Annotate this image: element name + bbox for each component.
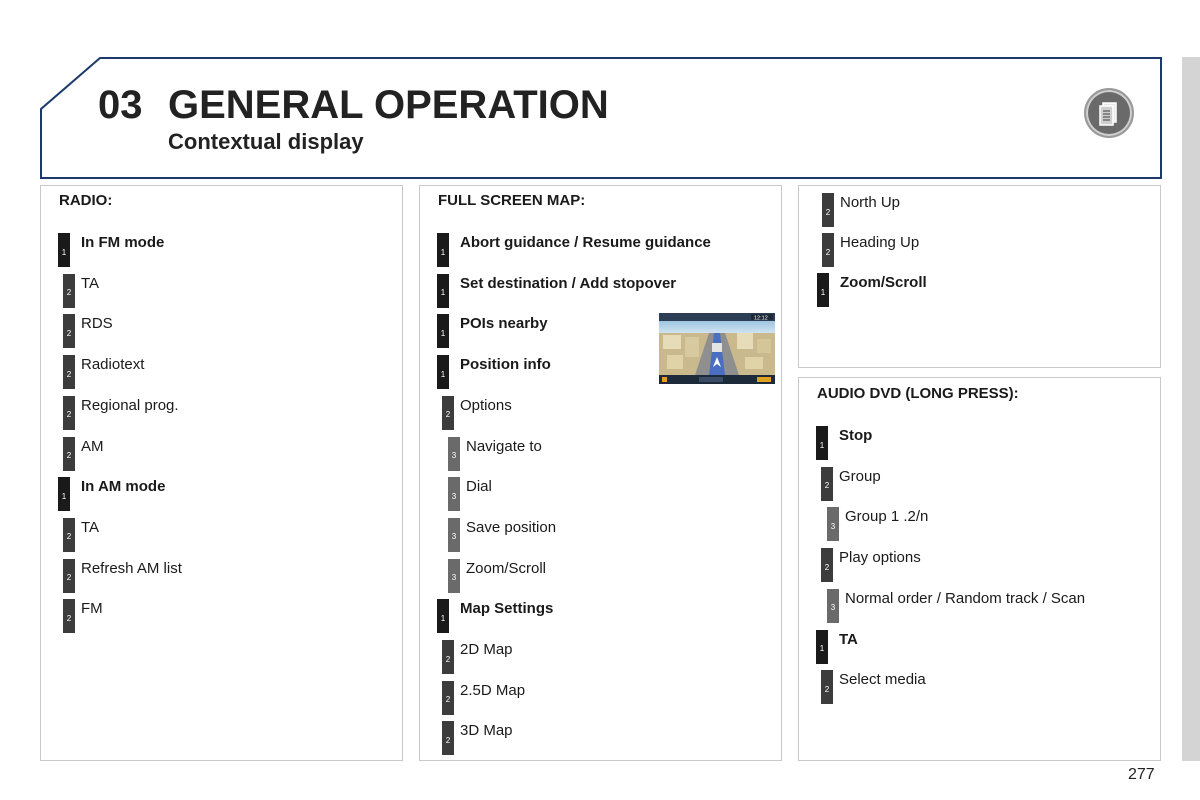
menu-item-label: POIs nearby [460, 315, 548, 333]
menu-item-label: Refresh AM list [81, 559, 182, 577]
menu-item-label: TA [839, 630, 858, 648]
menu-item [437, 437, 767, 473]
menu-level-badge: 1 [437, 599, 449, 633]
menu-level-badge: 2 [442, 396, 454, 430]
menu-item-label: Options [460, 396, 512, 414]
menu-level-badge: 2 [63, 599, 75, 633]
menu-item [816, 507, 1146, 543]
menu-item-label: FM [81, 600, 103, 618]
menu-item [437, 599, 767, 635]
menu-level-badge: 2 [63, 355, 75, 389]
menu-item-label: Radiotext [81, 356, 145, 374]
menu-item [58, 518, 388, 554]
menu-item [816, 426, 1146, 462]
menu-level-badge: 3 [448, 518, 460, 552]
menu-item-label: Navigate to [466, 437, 542, 455]
menu-item [58, 477, 388, 513]
radio-panel-title: RADIO: [59, 192, 113, 209]
menu-item [817, 273, 1147, 309]
chapter-header [40, 57, 1162, 180]
radio-panel [40, 185, 403, 761]
menu-item [437, 681, 767, 717]
chapter-subtitle: Contextual display [168, 129, 364, 154]
menu-level-badge: 2 [63, 274, 75, 308]
menu-item-label: RDS [81, 315, 113, 333]
menu-level-badge: 2 [63, 396, 75, 430]
menu-level-badge: 2 [822, 193, 834, 227]
menu-level-badge: 3 [827, 507, 839, 541]
menu-level-badge: 1 [437, 233, 449, 267]
menu-item-label: Regional prog. [81, 396, 179, 414]
menu-item [817, 193, 1147, 229]
menu-level-badge: 2 [63, 314, 75, 348]
menu-level-badge: 2 [821, 467, 833, 501]
menu-item [58, 274, 388, 310]
menu-item-label: Abort guidance / Resume guidance [460, 234, 711, 251]
menu-item [816, 467, 1146, 503]
menu-item [437, 233, 767, 269]
menu-item-label: Set destination / Add stopover [460, 274, 677, 292]
menu-level-badge: 2 [442, 640, 454, 674]
menu-item-label: Zoom/Scroll [840, 274, 927, 291]
menu-level-badge: 2 [63, 518, 75, 552]
menu-level-badge: 2 [821, 548, 833, 582]
menu-level-badge: 1 [437, 314, 449, 348]
menu-level-badge: 3 [448, 477, 460, 511]
menu-item-label: TA [81, 518, 100, 536]
menu-item-label: Dial [466, 478, 492, 496]
menu-item-label: Play options [839, 549, 921, 567]
manual-book-icon [1084, 88, 1134, 138]
menu-item-label: Position info [460, 356, 551, 374]
menu-item [437, 559, 767, 595]
menu-item [58, 396, 388, 432]
menu-item-label: TA [81, 274, 100, 292]
menu-level-badge: 2 [63, 559, 75, 593]
chapter-title: GENERAL OPERATION [168, 83, 609, 127]
menu-level-badge: 1 [437, 355, 449, 389]
menu-level-badge: 1 [817, 273, 829, 307]
menu-item-label: Group 1 .2/n [845, 508, 929, 526]
menu-level-badge: 3 [827, 589, 839, 623]
menu-item [58, 437, 388, 473]
menu-item [816, 548, 1146, 584]
menu-item [58, 355, 388, 391]
menu-item-label: Normal order / Random track / Scan [845, 589, 1086, 607]
menu-level-badge: 1 [58, 233, 70, 267]
menu-level-badge: 1 [816, 630, 828, 664]
menu-item [437, 518, 767, 554]
menu-item [437, 274, 767, 310]
menu-item-label: North Up [840, 194, 901, 211]
side-tab-bar [1182, 57, 1200, 761]
menu-level-badge: 2 [442, 721, 454, 755]
menu-item-label: Select media [839, 671, 926, 689]
menu-item [437, 640, 767, 676]
menu-level-badge: 2 [822, 233, 834, 267]
audio-dvd-panel-title: AUDIO DVD (LONG PRESS): [817, 385, 1019, 402]
menu-level-badge: 2 [63, 437, 75, 471]
menu-item-label: Save position [466, 518, 557, 536]
menu-item [437, 396, 767, 432]
menu-item-label: Group [839, 467, 881, 485]
page-number: 277 [1128, 766, 1155, 783]
menu-item [437, 477, 767, 513]
menu-item-label: Zoom/Scroll [466, 559, 547, 577]
menu-item-label: 2D Map [460, 641, 513, 658]
menu-level-badge: 2 [442, 681, 454, 715]
map-clock: 12:12 [754, 315, 768, 322]
menu-level-badge: 1 [58, 477, 70, 511]
menu-item-label: AM [81, 437, 104, 455]
menu-item [816, 630, 1146, 666]
fullscreen-map-panel-title: FULL SCREEN MAP: [438, 192, 586, 209]
menu-item [437, 721, 767, 757]
menu-item [816, 670, 1146, 706]
menu-item-label: Map Settings [460, 600, 554, 618]
navigation-map-screenshot [659, 313, 775, 384]
menu-item [817, 233, 1147, 269]
menu-item-label: 2.5D Map [460, 681, 526, 699]
menu-item-label: Stop [839, 427, 873, 444]
menu-level-badge: 3 [448, 559, 460, 593]
menu-item-label: Heading Up [840, 234, 920, 251]
menu-item-label: 3D Map [460, 722, 513, 740]
menu-level-badge: 3 [448, 437, 460, 471]
menu-item [58, 599, 388, 635]
menu-item [58, 559, 388, 595]
menu-level-badge: 2 [821, 670, 833, 704]
chapter-number: 03 [98, 83, 143, 127]
menu-item [816, 589, 1146, 625]
menu-item [58, 233, 388, 269]
menu-item [58, 314, 388, 350]
menu-level-badge: 1 [816, 426, 828, 460]
menu-item-label: In FM mode [81, 234, 165, 251]
menu-level-badge: 1 [437, 274, 449, 308]
menu-item-label: In AM mode [81, 478, 166, 496]
